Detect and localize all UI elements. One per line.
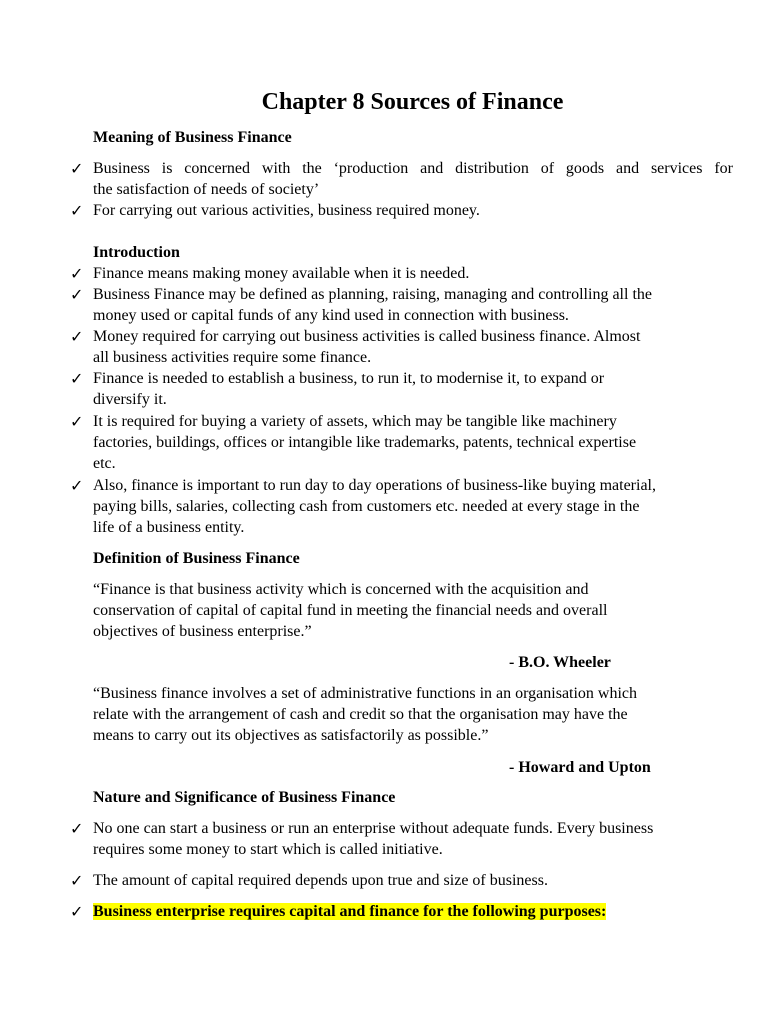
meaning-bullet-1: Business is concerned with the ‘production and distribution of goods and services for the satisfaction of needs of society’ [93,160,733,198]
check-icon: ✓ [70,819,84,838]
intro-bullet-4: Finance is needed to establish a business, to run it, to modernise it, to expand or diversify it. [93,370,605,408]
check-icon: ✓ [70,327,84,346]
intro-bullet-2: Business Finance may be defined as planning, raising, managing and controlling all the money used or capital funds of any kind used in connection with business. [93,286,652,324]
quote-wheeler: “Finance is that business activity which is concerned with the acquisition and conservation of capital of capital fund in meeting the financial needs and overall objectives of business enterprise.” [93,581,608,640]
check-icon: ✓ [70,871,84,890]
intro-bullet-6: Also, finance is important to run day to day operations of business-like buying material, paying bills, salaries, collecting cash from customers etc. needed at every stage in the life of a business entity. [93,477,656,536]
heading-introduction: Introduction [93,244,180,261]
highlighted-text: Business enterprise requires capital and finance for the following purposes: [93,903,607,920]
intro-bullet-5: It is required for buying a variety of assets, which may be tangible like machinery factories, buildings, offices or intangible like trademarks, patents, technical expertise etc. [93,413,637,472]
check-icon: ✓ [70,412,84,431]
nature-bullet-1: No one can start a business or run an enterprise without adequate funds. Every business requires some money to start which is called initiative. [93,820,654,858]
nature-bullet-3 [93,901,733,922]
check-icon: ✓ [70,201,84,220]
check-icon: ✓ [70,902,84,921]
heading-meaning: Meaning of Business Finance [93,129,292,146]
intro-bullet-3: Money required for carrying out business activities is called business finance. Almost all business activities require some finance. [93,328,641,366]
check-icon: ✓ [70,159,84,178]
check-icon: ✓ [70,476,84,495]
meaning-bullet-2: For carrying out various activities, business required money. [93,202,480,219]
check-icon: ✓ [70,369,84,388]
page-title: Chapter 8 Sources of Finance [261,89,564,115]
check-icon: ✓ [70,285,84,304]
heading-definition: Definition of Business Finance [93,550,300,567]
nature-bullet-2: The amount of capital required depends upon true and size of business. [93,872,548,889]
intro-bullet-1: Finance means making money available when it is needed. [93,265,470,282]
heading-nature: Nature and Significance of Business Finance [93,789,396,806]
quote-author-wheeler: - B.O. Wheeler [509,654,611,671]
quote-howard-upton: “Business finance involves a set of administrative functions in an organisation which relate with the arrangement of cash and credit so that the organisation may have the means to carry out its objectives as satisfactorily as possible.” [93,685,638,744]
check-icon: ✓ [70,264,84,283]
quote-author-howard-upton: - Howard and Upton [509,759,651,776]
